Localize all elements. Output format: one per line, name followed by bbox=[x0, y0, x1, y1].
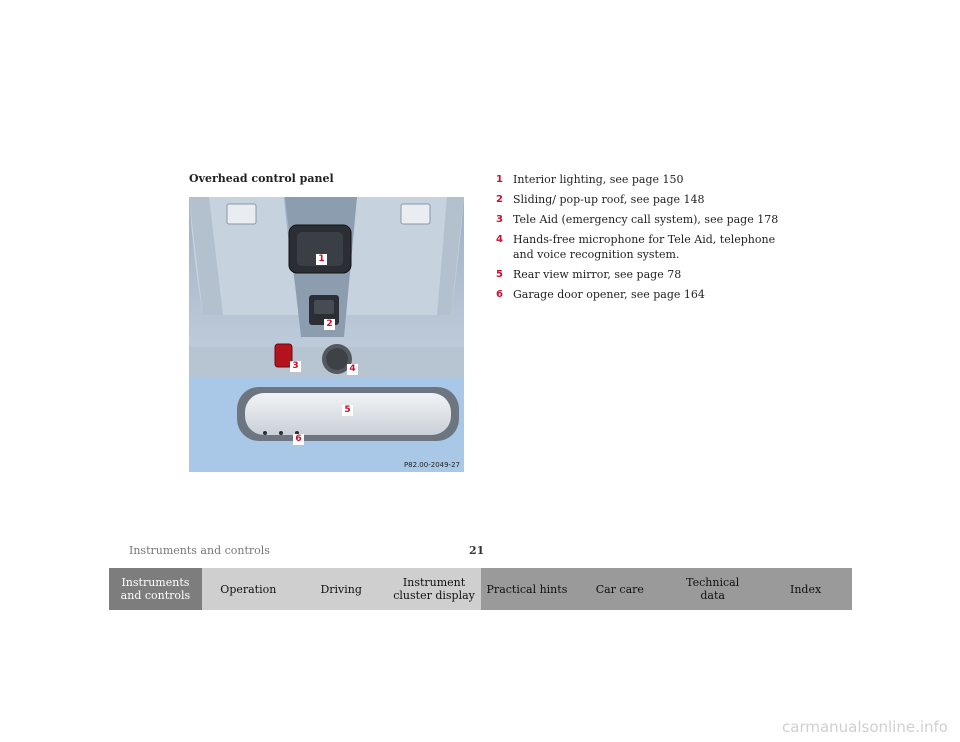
legend-item bbox=[496, 212, 796, 227]
legend-number: 5 bbox=[496, 269, 503, 280]
overhead-panel-illustration bbox=[189, 197, 464, 472]
legend-text: Garage door opener, see page 164 bbox=[513, 288, 705, 301]
callout-1: 1 bbox=[316, 254, 327, 265]
figure-code: P82.00-2049-27 bbox=[403, 461, 460, 469]
nav-tab-operation[interactable]: Operation bbox=[202, 568, 295, 610]
legend-item bbox=[496, 267, 796, 282]
legend-text: Sliding/ pop-up roof, see page 148 bbox=[513, 193, 705, 206]
legend-text: Hands-free microphone for Tele Aid, telephone and voice recognition system. bbox=[513, 233, 776, 261]
callout-4: 4 bbox=[347, 364, 358, 375]
nav-tab-instrument-cluster-display[interactable]: Instrument cluster display bbox=[388, 568, 481, 610]
legend-item bbox=[496, 232, 796, 262]
legend-text: Interior lighting, see page 150 bbox=[513, 173, 684, 186]
page-number: 21 bbox=[469, 544, 485, 557]
callout-2: 2 bbox=[324, 319, 335, 330]
legend-text: Rear view mirror, see page 78 bbox=[513, 268, 682, 281]
legend-number: 4 bbox=[496, 234, 503, 245]
watermark: carmanualsonline.info bbox=[782, 718, 948, 736]
footer-section-title: Instruments and controls bbox=[129, 544, 270, 557]
nav-tab-practical-hints[interactable]: Practical hints bbox=[481, 568, 574, 610]
legend-item bbox=[496, 287, 796, 302]
legend-number: 6 bbox=[496, 289, 503, 300]
overhead-panel-figure bbox=[189, 197, 464, 472]
nav-tab-technical-data[interactable]: Technical data bbox=[666, 568, 759, 610]
nav-tab-index[interactable]: Index bbox=[759, 568, 852, 610]
section-title: Overhead control panel bbox=[189, 172, 334, 185]
legend-text: Tele Aid (emergency call system), see page 178 bbox=[513, 213, 779, 226]
legend-number: 3 bbox=[496, 214, 503, 225]
legend-item bbox=[496, 172, 796, 187]
callout-5: 5 bbox=[342, 405, 353, 416]
legend-item bbox=[496, 192, 796, 207]
callout-legend bbox=[496, 172, 796, 307]
legend-number: 2 bbox=[496, 194, 503, 205]
nav-tab-car-care[interactable]: Car care bbox=[573, 568, 666, 610]
nav-tab-instruments-and-controls[interactable]: Instruments and controls bbox=[109, 568, 202, 610]
chapter-nav bbox=[109, 568, 852, 610]
callout-6: 6 bbox=[293, 434, 304, 445]
legend-number: 1 bbox=[496, 174, 503, 185]
callout-3: 3 bbox=[290, 361, 301, 372]
nav-tab-driving[interactable]: Driving bbox=[295, 568, 388, 610]
